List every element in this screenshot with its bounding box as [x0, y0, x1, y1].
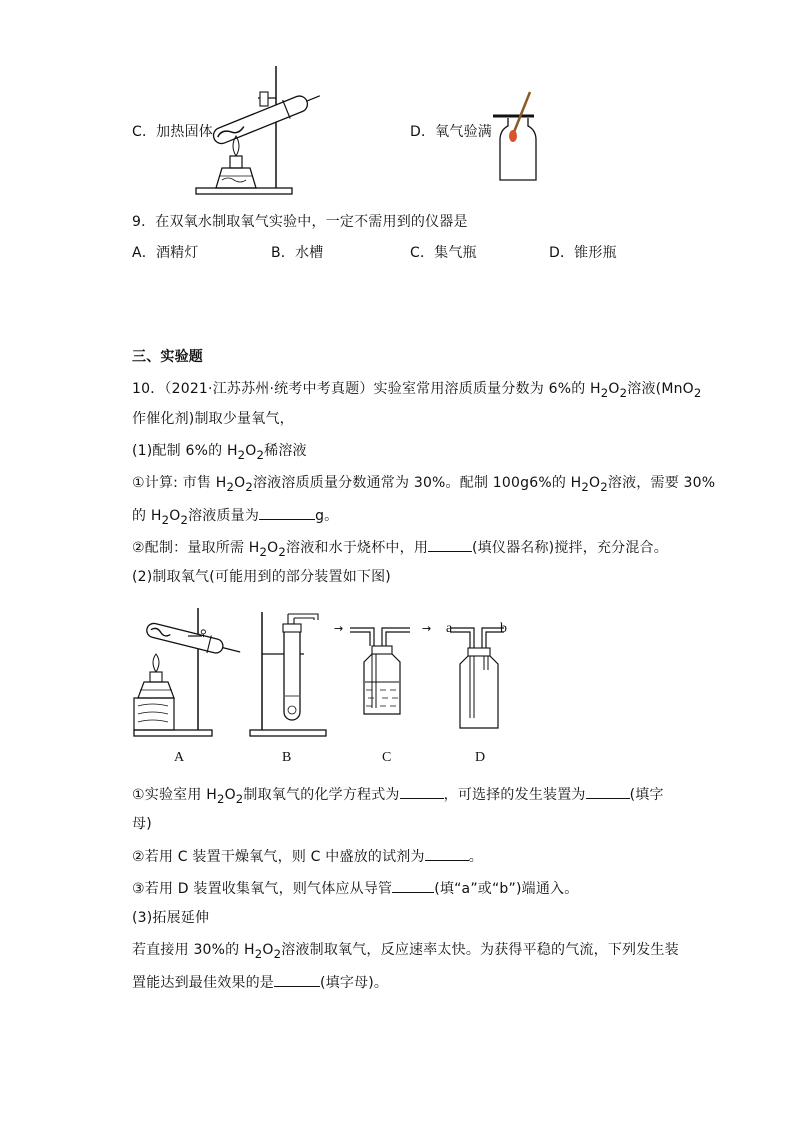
apparatus-b-icon: [248, 610, 328, 738]
q10-part2-q1: ①实验室用 $H_2O_2$制取氧气的化学方程式为 ，可选择的发生装置为 (填字: [132, 784, 664, 809]
svg-text:⚲: ⚲: [200, 629, 207, 639]
q10-part3-line1: 若直接用 30%的 $H_2O_2$溶液制取氧气，反应速率太快。为获得平稳的气流，下列发生装: [132, 942, 679, 961]
answer-blank-reagent[interactable]: [425, 846, 469, 861]
heating-solid-apparatus-icon: [196, 64, 326, 196]
q10-part1-title: (1)配制 6%的 $H_2O_2$稀溶液: [132, 443, 307, 462]
q10-part2-title: (2)制取氧气(可能用到的部分装置如下图): [132, 569, 391, 585]
q9-option-a: A．酒精灯: [132, 245, 199, 261]
fig-label-d: D: [475, 750, 486, 765]
q10-part2-q3: ③若用 D 装置收集氧气，则气体应从导管 (填“a”或“b”)端通入。: [132, 878, 578, 899]
fig-label-c: C: [382, 750, 392, 765]
q9-option-c: C．集气瓶: [410, 245, 477, 261]
apparatus-a-icon: [132, 606, 242, 738]
fig-label-b: B: [282, 750, 292, 765]
svg-text:→: →: [422, 622, 432, 635]
answer-blank-instrument[interactable]: [428, 537, 472, 552]
q10-line1: 10．（2021·江苏苏州·统考中考真题）实验室常用溶质质量分数为 6%的 $H_2O_2$溶液(MnO$_2$: [132, 381, 702, 400]
q10-part1-mix: ②配制：量取所需 $H_2O_2$溶液和水于烧杯中，用 (填仪器名称)搅拌，充分混合。: [132, 537, 668, 562]
q10-part1-calc: ①计算: 市售 $H_2O_2$溶液溶质质量分数通常为 30%。配制 100g6%的 $H_2O_2$溶液，需要 30%: [132, 475, 716, 494]
fig-label-a: A: [174, 750, 185, 765]
port-a-label: a: [446, 621, 453, 636]
q10-part1-calc2: 的 $H_2O_2$溶液质量为 g。: [132, 505, 338, 530]
answer-blank-equation[interactable]: [400, 784, 444, 799]
answer-blank-port[interactable]: [392, 878, 434, 893]
q9-stem: 9．在双氧水制取氧气实验中，一定不需用到的仪器是: [132, 214, 468, 230]
answer-blank-best-device[interactable]: [274, 972, 320, 987]
q10-line2: 作催化剂)制取少量氧气，: [132, 411, 294, 427]
q8-option-d: D．氧气验满: [410, 124, 492, 140]
q10-part2-q1-cont: 母): [132, 816, 152, 832]
apparatus-d-icon: [420, 618, 510, 730]
q9-option-b: B．水槽: [271, 245, 324, 261]
q10-part3-title: (3)拓展延伸: [132, 910, 210, 926]
oxygen-test-bottle-icon: [490, 90, 540, 182]
q9-option-d: D．锥形瓶: [549, 245, 617, 261]
section-title: 三、实验题: [132, 349, 203, 365]
q8-option-c: C．加热固体: [132, 124, 213, 140]
answer-blank-generator[interactable]: [586, 784, 630, 799]
port-b-label: b: [500, 621, 507, 636]
apparatus-c-icon: [332, 618, 412, 718]
q10-part3-line2: 置能达到最佳效果的是 (填字母)。: [132, 972, 388, 993]
answer-blank-mass[interactable]: [259, 505, 315, 520]
q10-part2-q2: ②若用 C 装置干燥氧气，则 C 中盛放的试剂为 。: [132, 846, 483, 867]
svg-text:→: →: [334, 622, 344, 635]
